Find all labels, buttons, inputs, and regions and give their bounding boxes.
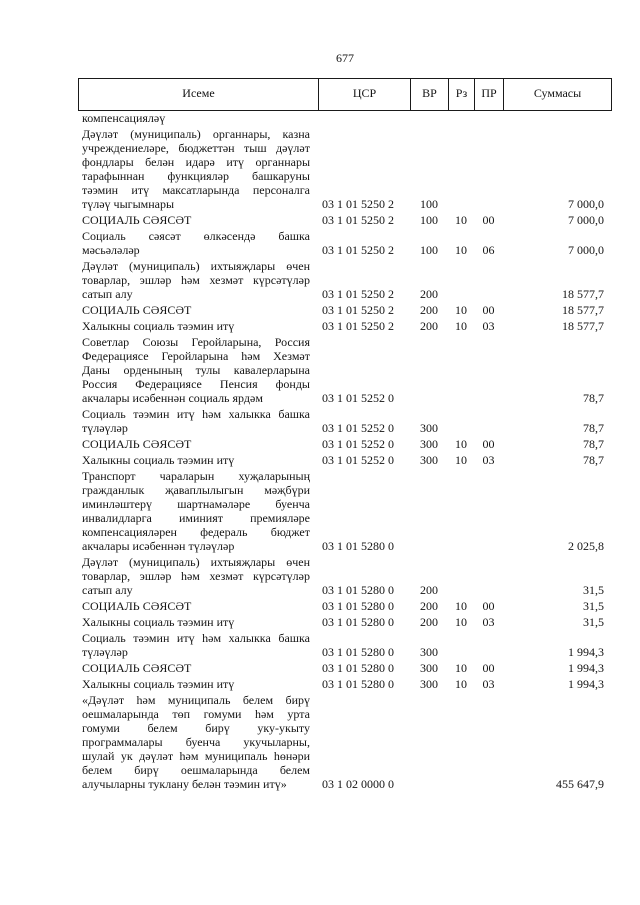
table-row	[78, 693, 612, 791]
row-vr-cell: 300	[420, 437, 438, 451]
row-name-line: Социаль тәэмин итү һәм халыкка башка	[82, 407, 310, 421]
row-csr-cell: 03 1 01 5280 0	[322, 645, 394, 659]
table-row	[78, 213, 612, 227]
row-name-cell	[78, 599, 318, 613]
row-rz-cell: 10	[455, 303, 467, 317]
row-vr-cell: 300	[420, 421, 438, 435]
row-name-line: СОЦИАЛЬ СӘЯСӘТ	[82, 437, 192, 451]
table-row	[78, 677, 612, 691]
table-row	[78, 469, 612, 553]
table-row	[78, 615, 612, 629]
table-row	[78, 599, 612, 613]
table-row	[78, 229, 612, 257]
table-row	[78, 437, 612, 451]
row-name-line: Даны орденының тулы кавалерларына	[82, 363, 310, 377]
row-name-cell	[78, 319, 318, 333]
row-csr-cell: 03 1 01 5250 2	[322, 213, 394, 227]
row-sum-cell: 455 647,9	[556, 777, 604, 791]
row-vr-cell: 300	[420, 661, 438, 675]
row-sum-cell: 18 577,7	[562, 319, 604, 333]
header-pr: ПР	[474, 79, 503, 110]
row-sum-cell: 78,7	[583, 453, 604, 467]
row-name-line: СОЦИАЛЬ СӘЯСӘТ	[82, 599, 192, 613]
row-name-cell	[78, 127, 318, 211]
row-pr-cell: 00	[482, 303, 495, 317]
row-csr-cell: 03 1 02 0000 0	[322, 777, 394, 791]
row-vr-cell: 100	[420, 213, 438, 227]
row-csr-cell: 03 1 01 5250 2	[322, 319, 394, 333]
row-name-line: оешмаларында төп гомуми һәм урта	[82, 707, 310, 721]
row-name-line: компенсацияләрен федераль бюджет	[82, 525, 310, 539]
row-csr-cell: 03 1 01 5250 2	[322, 197, 394, 211]
row-csr-cell: 03 1 01 5280 0	[322, 583, 394, 597]
row-name-cell	[78, 213, 318, 227]
row-name-line: мәсьәләләр	[82, 243, 140, 257]
row-sum-cell: 7 000,0	[568, 243, 604, 257]
row-rz-cell: 10	[455, 615, 467, 629]
row-rz-cell: 10	[455, 453, 467, 467]
row-name-line: товарлар, эшләр һәм хезмәт күрсәтүләр	[82, 273, 310, 287]
table-row	[78, 303, 612, 317]
row-vr-cell: 100	[420, 197, 438, 211]
row-name-cell	[78, 229, 318, 257]
row-name-cell	[78, 335, 318, 405]
row-csr-cell: 03 1 01 5280 0	[322, 615, 394, 629]
page-number: 677	[336, 51, 354, 65]
row-name-line: учреждениеләре, бюджеттән тыш дәүләт	[82, 141, 310, 155]
row-name-line: Социаль сәясәт өлкәсендә башка	[82, 229, 310, 243]
row-name-line: Халыкны социаль тәэмин итү	[82, 677, 235, 691]
row-sum-cell: 1 994,3	[568, 677, 604, 691]
table-row	[78, 335, 612, 405]
table-row	[78, 259, 612, 301]
row-name-line: компенсацияләү	[82, 111, 166, 125]
row-vr-cell: 200	[420, 287, 438, 301]
row-name-line: Халыкны социаль тәэмин итү	[82, 453, 235, 467]
header-rz: Рз	[448, 79, 474, 110]
row-name-line: Дәүләт (муниципаль) органнары, казна	[82, 127, 310, 141]
row-name-cell	[78, 631, 318, 659]
row-name-line: түләүләр	[82, 421, 128, 435]
row-name-line: тәэмин итү максатларында персоналга	[82, 183, 310, 197]
row-sum-cell: 7 000,0	[568, 197, 604, 211]
row-sum-cell: 31,5	[583, 583, 604, 597]
row-rz-cell: 10	[455, 243, 467, 257]
row-name-cell	[78, 615, 318, 629]
row-name-line: Дәүләт (муниципаль) ихтыяҗлары өчен	[82, 259, 310, 273]
row-name-cell	[78, 469, 318, 553]
row-csr-cell: 03 1 01 5250 2	[322, 287, 394, 301]
row-rz-cell: 10	[455, 437, 467, 451]
row-name-line: Дәүләт (муниципаль) ихтыяҗлары өчен	[82, 555, 310, 569]
row-sum-cell: 1 994,3	[568, 645, 604, 659]
table-row	[78, 555, 612, 597]
table-row	[78, 319, 612, 333]
row-name-line: түләүләр	[82, 645, 128, 659]
table-row	[78, 407, 612, 435]
row-name-cell	[78, 661, 318, 675]
row-name-cell	[78, 677, 318, 691]
row-name-line: гомуми белем бирү уку-укыту	[82, 721, 310, 735]
row-name-cell	[78, 693, 318, 791]
table-row	[78, 631, 612, 659]
row-name-line: фондлары белән идарә итү органнары	[82, 155, 310, 169]
row-vr-cell: 200	[420, 615, 438, 629]
row-csr-cell: 03 1 01 5252 0	[322, 391, 394, 405]
row-sum-cell: 7 000,0	[568, 213, 604, 227]
row-name-cell	[78, 259, 318, 301]
row-sum-cell: 78,7	[583, 437, 604, 451]
table-row	[78, 661, 612, 675]
row-name-line: СОЦИАЛЬ СӘЯСӘТ	[82, 661, 192, 675]
row-pr-cell: 03	[482, 453, 495, 467]
row-vr-cell: 200	[420, 583, 438, 597]
row-sum-cell: 1 994,3	[568, 661, 604, 675]
row-csr-cell: 03 1 01 5280 0	[322, 539, 394, 553]
row-sum-cell: 31,5	[583, 615, 604, 629]
row-csr-cell: 03 1 01 5252 0	[322, 437, 394, 451]
header-sum: Суммасы	[503, 79, 611, 110]
row-csr-cell: 03 1 01 5250 2	[322, 303, 394, 317]
row-vr-cell: 300	[420, 677, 438, 691]
header-name: Исеме	[182, 85, 215, 100]
row-name-line: Халыкны социаль тәэмин итү	[82, 319, 235, 333]
row-pr-cell: 03	[482, 615, 495, 629]
row-name-line: тарафыннан функцияләр башкаруны	[82, 169, 310, 183]
row-name-line: Социаль тәэмин итү һәм халыкка башка	[82, 631, 310, 645]
table-row	[78, 127, 612, 211]
row-vr-cell: 200	[420, 303, 438, 317]
row-sum-cell: 78,7	[583, 421, 604, 435]
row-name-line: Россия Федерациясе Пенсия фонды	[82, 377, 310, 391]
row-csr-cell: 03 1 01 5250 2	[322, 243, 394, 257]
row-rz-cell: 10	[455, 213, 467, 227]
row-name-cell	[78, 555, 318, 597]
row-pr-cell: 00	[482, 213, 495, 227]
row-pr-cell: 06	[482, 243, 495, 257]
row-vr-cell: 300	[420, 645, 438, 659]
row-vr-cell: 200	[420, 319, 438, 333]
row-vr-cell: 300	[420, 453, 438, 467]
row-name-line: инвалидларга иминият премияләре	[82, 511, 310, 525]
row-name-line: товарлар, эшләр һәм хезмәт күрсәтүләр	[82, 569, 310, 583]
row-sum-cell: 31,5	[583, 599, 604, 613]
row-name-line: түләү чыгымнары	[82, 197, 175, 211]
table-body	[78, 109, 612, 791]
row-name-line: Халыкны социаль тәэмин итү	[82, 615, 235, 629]
row-pr-cell: 03	[482, 319, 495, 333]
row-csr-cell: 03 1 01 5280 0	[322, 599, 394, 613]
row-rz-cell: 10	[455, 661, 467, 675]
row-rz-cell: 10	[455, 319, 467, 333]
row-name-cell	[78, 453, 318, 467]
row-pr-cell: 00	[482, 661, 495, 675]
row-name-line: алучыларны туклану белән тәэмин итү»	[82, 777, 287, 791]
row-sum-cell: 18 577,7	[562, 287, 604, 301]
row-name-cell	[78, 111, 318, 125]
row-name-line: сатып алу	[82, 287, 133, 301]
row-name-line: гражданлык җаваплылыгын мәҗбүри	[82, 483, 310, 497]
row-name-line: программалары буенча укучыларны,	[82, 735, 310, 749]
row-name-cell	[78, 303, 318, 317]
row-pr-cell: 03	[482, 677, 495, 691]
row-name-line: «Дәүләт һәм муниципаль белем бирү	[82, 693, 310, 707]
row-name-line: Советлар Союзы Геройларына, Россия	[82, 335, 310, 349]
row-name-line: иминләштерү шартнамәләре буенча	[82, 497, 310, 511]
row-csr-cell: 03 1 01 5252 0	[322, 453, 394, 467]
row-csr-cell: 03 1 01 5252 0	[322, 421, 394, 435]
table-header	[78, 78, 612, 111]
row-csr-cell: 03 1 01 5280 0	[322, 677, 394, 691]
row-name-line: белем бирү оешмаларында белем	[82, 763, 310, 777]
row-vr-cell: 100	[420, 243, 438, 257]
row-name-cell	[78, 407, 318, 435]
row-name-line: Транспорт чараларын хуҗаларының	[82, 469, 310, 483]
row-sum-cell: 18 577,7	[562, 303, 604, 317]
row-rz-cell: 10	[455, 599, 467, 613]
row-sum-cell: 78,7	[583, 391, 604, 405]
row-name-line: СОЦИАЛЬ СӘЯСӘТ	[82, 303, 192, 317]
row-name-line: акчалары исәбеннән түләүләр	[82, 539, 235, 553]
header-csr: ЦСР	[318, 79, 410, 110]
table-row	[78, 111, 612, 125]
row-name-cell	[78, 437, 318, 451]
row-name-line: сатып алу	[82, 583, 133, 597]
row-name-line: СОЦИАЛЬ СӘЯСӘТ	[82, 213, 192, 227]
header-vr: ВР	[410, 79, 448, 110]
row-pr-cell: 00	[482, 437, 495, 451]
row-pr-cell: 00	[482, 599, 495, 613]
table-row	[78, 453, 612, 467]
row-name-line: шулай ук дәүләт һәм муниципаль һөнәри	[82, 749, 310, 763]
row-name-line: Федерациясе Геройларына һәм Хезмәт	[82, 349, 310, 363]
row-name-line: акчалары исәбеннән социаль ярдәм	[82, 391, 263, 405]
row-csr-cell: 03 1 01 5280 0	[322, 661, 394, 675]
row-rz-cell: 10	[455, 677, 467, 691]
row-sum-cell: 2 025,8	[568, 539, 604, 553]
row-vr-cell: 200	[420, 599, 438, 613]
